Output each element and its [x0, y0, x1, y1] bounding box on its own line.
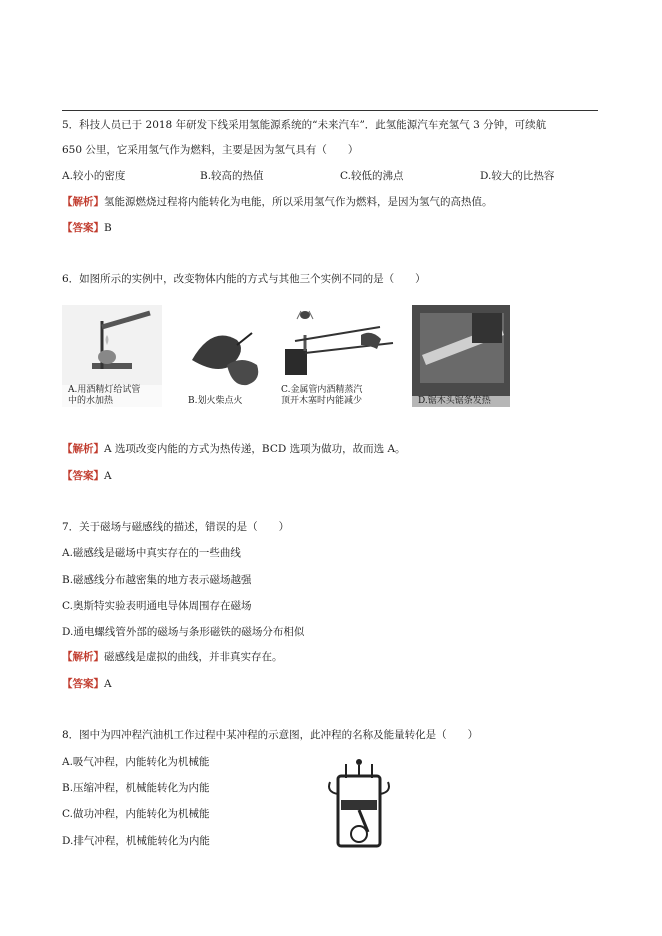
q8-option-b: B.压缩冲程，机械能转化为内能 [62, 782, 210, 794]
q8-option-c: C.做功冲程，内能转化为机械能 [62, 808, 210, 820]
q7-answer [62, 677, 112, 691]
q7-analysis-text: 磁感线是虚拟的曲线，并非真实存在。 [104, 651, 283, 663]
sawing-wood-illustration [412, 305, 510, 407]
answer-label: 【答案】 [62, 678, 104, 690]
q6-stem: 6．如图所示的实例中，改变物体内能的方式与其他三个实例不同的是（ ） [62, 273, 426, 285]
q6-analysis-text: A 选项改变内能的方式为热传递，BCD 选项为做功，故而选 A。 [104, 443, 406, 455]
q6-caption-b: B.划火柴点火 [182, 396, 274, 407]
q5-analysis-text: 氢能源燃烧过程将内能转化为电能，所以采用氢气作为燃料，是因为氢气的高热值。 [104, 196, 493, 208]
q5-analysis [62, 195, 493, 209]
q5-stem-line1: 5．科技人员已于 2018 年研发下线采用氢能源系统的“未来汽车”．此氢能源汽车充氢气 3 分钟，可续航 [62, 119, 547, 131]
q6-caption-c: C.金属管内酒精蒸汽 顶开木塞时内能减少 [275, 385, 403, 407]
match-striking-illustration [182, 305, 274, 407]
q6-analysis [62, 442, 406, 456]
q6-figure-c [275, 305, 403, 407]
analysis-label: 【解析】 [62, 443, 104, 455]
q6-answer [62, 469, 112, 483]
q7-option-b: B.磁感线分布越密集的地方表示磁场越强 [62, 574, 252, 586]
q8-option-d: D.排气冲程，机械能转化为内能 [62, 835, 210, 847]
q7-answer-text: A [104, 678, 112, 690]
q7-option-c: C.奥斯特实验表明通电导体周围存在磁场 [62, 600, 252, 612]
q7-option-a: A.磁感线是磁场中真实存在的一些曲线 [62, 547, 241, 559]
q8-stem: 8．图中为四冲程汽油机工作过程中某冲程的示意图，此冲程的名称及能量转化是（ ） [62, 729, 479, 741]
q6-figure-a [62, 305, 162, 407]
header-rule [62, 110, 598, 111]
q5-answer-text: B [104, 222, 112, 234]
q6-figure-b [182, 305, 274, 407]
q5-answer [62, 221, 112, 235]
q6-caption-d: D.锯木头锯条发热 [412, 396, 510, 407]
q8-option-a: A.吸气冲程，内能转化为机械能 [62, 756, 210, 768]
q5-option-d: D.较大的比热容 [480, 170, 555, 182]
q7-analysis [62, 650, 283, 664]
analysis-label: 【解析】 [62, 651, 104, 663]
q5-stem-line2: 650 公里，它采用氢气作为燃料，主要是因为氢气具有（ ） [62, 144, 359, 156]
q7-stem: 7．关于磁场与磁感线的描述，错误的是（ ） [62, 521, 290, 533]
q7-option-d: D.通电螺线管外部的磁场与条形磁铁的磁场分布相似 [62, 626, 305, 638]
q5-option-a: A.较小的密度 [62, 170, 126, 182]
engine-stroke-diagram [324, 752, 394, 852]
q5-option-c: C.较低的沸点 [340, 170, 404, 182]
q6-caption-a: A.用酒精灯给试管 中的水加热 [62, 385, 162, 407]
q6-figure-d [412, 305, 510, 407]
answer-label: 【答案】 [62, 222, 104, 234]
analysis-label: 【解析】 [62, 196, 104, 208]
q6-answer-text: A [104, 470, 112, 482]
answer-label: 【答案】 [62, 470, 104, 482]
q5-option-b: B.较高的热值 [200, 170, 264, 182]
